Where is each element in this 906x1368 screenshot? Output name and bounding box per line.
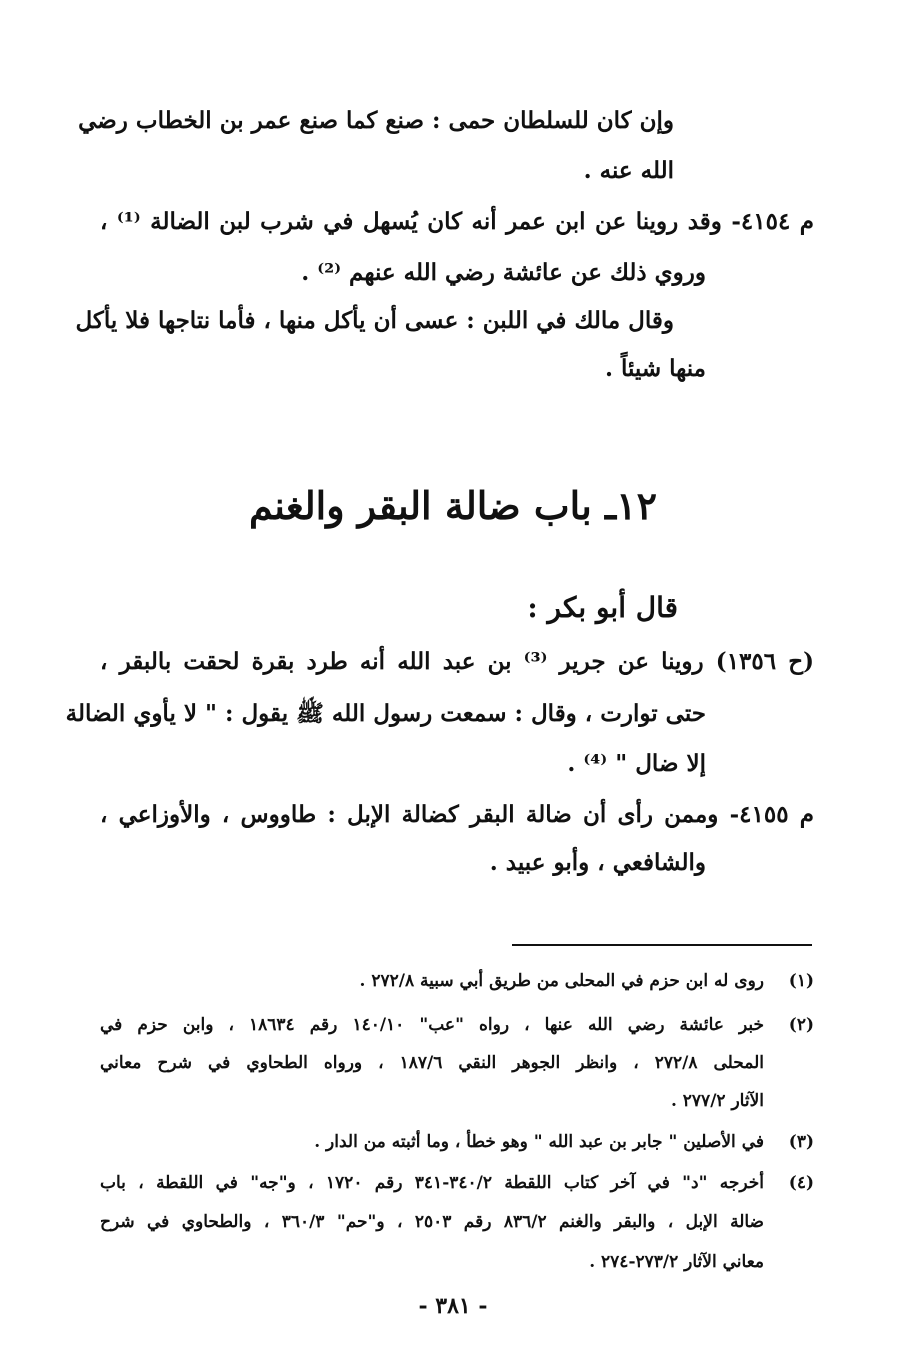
body-line: وإن كان للسلطان حمى : صنع كما صنع عمر بن الخطاب رضي xyxy=(78,107,674,134)
page-number: - ٣٨١ - xyxy=(418,1293,488,1319)
footnote-number: (١) xyxy=(788,971,814,991)
hadith-line: حتى توارت ، وقال : سمعت رسول الله ﷺ يقول : " لا يأوي الضالة xyxy=(65,700,706,727)
hadith-line: (ح ١٣٥٦) روينا عن جرير ⁽³⁾ بن عبد الله أنه طرد بقرة لحقت بالبقر ، xyxy=(100,648,814,675)
footnote-line: الآثار ٢٧٧/٢ . xyxy=(670,1091,764,1111)
footnote-line: معاني الآثار ٢٧٣/٢-٢٧٤ . xyxy=(589,1252,764,1272)
footnote-line: في الأصلين " جابر بن عبد الله " وهو خطأ ، وما أثبته من الدار . xyxy=(314,1132,764,1152)
footnote-number: (٤) xyxy=(788,1173,814,1193)
body-line: والشافعي ، وأبو عبيد . xyxy=(489,849,706,876)
section-intro: قال أبو بكر : xyxy=(527,591,678,624)
body-line: م ٤١٥٥- وممن رأى أن ضالة البقر كضالة الإبل : طاووس ، والأوزاعي ، xyxy=(100,801,815,828)
hadith-line: إلا ضال " ⁽⁴⁾ . xyxy=(567,750,706,777)
footnote-number: (٢) xyxy=(788,1015,814,1035)
body-line: وقال مالك في اللبن : عسى أن يأكل منها ، فأما نتاجها فلا يأكل xyxy=(75,307,674,334)
footnote-divider xyxy=(512,944,812,946)
footnote-line: روى له ابن حزم في المحلى من طريق أبي سبية ٢٧٢/٨ . xyxy=(359,971,764,991)
footnote-line: المحلى ٢٧٢/٨ ، وانظر الجوهر النقي ١٨٧/٦ ، ورواه الطحاوي في شرح معاني xyxy=(100,1053,765,1073)
footnote-line: ضالة الإبل ، والبقر والغنم ٨٣٦/٢ رقم ٢٥٠٣ ، و"حم" ٣٦٠/٣ ، والطحاوي في شرح xyxy=(100,1212,764,1232)
body-line: وروي ذلك عن عائشة رضي الله عنهم ⁽²⁾ . xyxy=(301,259,706,286)
section-title: ١٢ـ باب ضالة البقر والغنم xyxy=(249,483,657,528)
footnote-line: أخرجه "د" في آخر كتاب اللقطة ٣٤٠/٢-٣٤١ رقم ١٧٢٠ ، و"جه" في اللقطة ، باب xyxy=(100,1173,764,1193)
footnote-line: خبر عائشة رضي الله عنها ، رواه "عب" ١٤٠/١٠ رقم ١٨٦٣٤ ، وابن حزم في xyxy=(100,1015,764,1035)
body-line: منها شيئاً . xyxy=(604,355,706,382)
body-line: م ٤١٥٤- وقد روينا عن ابن عمر أنه كان يُسهل في شرب لبن الضالة ⁽¹⁾ ، xyxy=(100,208,815,235)
body-line: الله عنه . xyxy=(583,157,674,184)
footnote-number: (٣) xyxy=(788,1132,814,1152)
